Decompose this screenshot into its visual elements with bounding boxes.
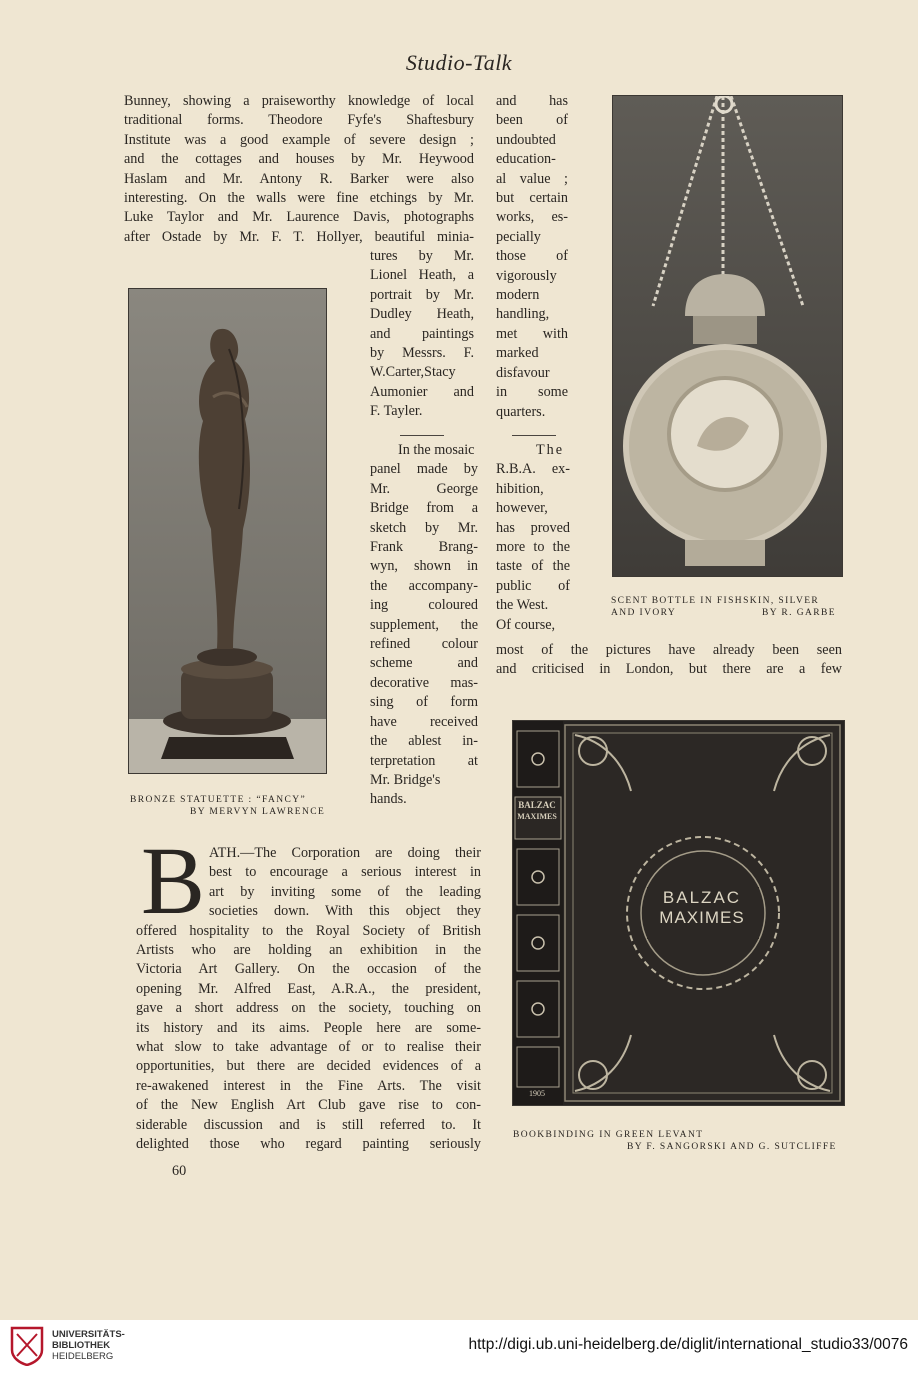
text-line: taste of the	[496, 558, 570, 575]
text-line: Frank Brang-	[370, 539, 478, 556]
logo-line: BIBLIOTHEK	[52, 1340, 111, 1351]
permalink-url[interactable]: http://digi.ub.uni-heidelberg.de/diglit/international_studio33/0076	[468, 1336, 908, 1353]
text-line: those of	[496, 248, 568, 265]
text-line: the accompany-	[370, 577, 478, 594]
text-line: after Ostade by Mr. F. T. Hollyer, beautiful minia-	[124, 228, 474, 245]
text-line: quarters.	[496, 403, 546, 420]
text-line: vigorously	[496, 267, 557, 284]
text-line: re-awakened interest in the Fine Arts. The visit	[136, 1077, 481, 1094]
text-line: Lionel Heath, a	[370, 267, 474, 284]
text-line: handling,	[496, 306, 550, 323]
text-line: portrait by Mr.	[370, 286, 474, 303]
spine-year: 1905	[529, 1089, 545, 1098]
text-line: Artists who are holding an exhibition in the	[136, 942, 481, 959]
text-line: refined colour	[370, 636, 478, 653]
university-seal-icon	[10, 1326, 44, 1366]
text-line: have received	[370, 713, 478, 730]
text-line: the ablest in-	[370, 733, 478, 750]
text-line: delighted those who regard painting seriously	[136, 1136, 481, 1153]
text-line: undoubted	[496, 131, 556, 148]
text-line: but certain	[496, 190, 568, 207]
text-line: in some	[496, 384, 568, 401]
drop-cap: B	[141, 827, 206, 934]
text-line: opening Mr. Alfred East, A.R.A., the president,	[136, 980, 481, 997]
text-line: al value ;	[496, 170, 568, 187]
text-line: Mr. George	[370, 480, 478, 497]
text-line: The	[536, 442, 565, 458]
text-line: Aumonier and	[370, 383, 474, 400]
text-line: Bunney, showing a praiseworthy knowledge of local	[124, 93, 474, 109]
text-line: education-	[496, 151, 556, 168]
col3-lower-text	[496, 441, 570, 635]
text-line: most of the pictures have already been seen	[496, 642, 842, 658]
text-line: art by inviting some of the leading	[209, 883, 481, 900]
text-line: Mr. Bridge's	[370, 771, 441, 788]
text-line: W.Carter,Stacy	[370, 364, 456, 381]
text-line: the West.	[496, 597, 549, 614]
text-line: and has	[496, 93, 568, 109]
text-line: hibition,	[496, 480, 544, 497]
text-line: met with	[496, 325, 568, 342]
col3-upper-text	[496, 92, 568, 422]
text-line: hands.	[370, 791, 407, 808]
scent-bottle-illustration	[613, 96, 842, 576]
text-line: Dudley Heath,	[370, 306, 474, 323]
cover-title-2: MAXIMES	[659, 908, 745, 927]
text-line: sing of form	[370, 694, 478, 711]
text-line: marked	[496, 345, 539, 362]
logo-line: HEIDELBERG	[52, 1351, 114, 1362]
text-line: societies down. With this object they	[209, 903, 481, 920]
text-line: been of	[496, 112, 568, 129]
scent-bottle-photo	[612, 95, 843, 577]
text-line: works, es-	[496, 209, 568, 226]
spine-title-2: MAXIMES	[517, 812, 557, 821]
text-line: disfavour	[496, 364, 550, 381]
text-line: of the New English Art Club gave rise to con-	[136, 1097, 481, 1114]
text-line: In the mosaic	[398, 442, 475, 458]
text-line: Victoria Art Gallery. On the occasion of the	[136, 961, 481, 978]
col2-lower-text	[370, 441, 478, 810]
text-line: its history and its aims. People here are some-	[136, 1019, 481, 1036]
text-line: and paintings	[370, 325, 474, 342]
text-line: R.B.A. ex-	[496, 461, 570, 478]
text-line: Haslam and Mr. Antony R. Barker were also	[124, 170, 474, 187]
text-line: has proved	[496, 519, 570, 536]
text-line: traditional forms. Theodore Fyfe's Shaftesbury	[124, 112, 474, 129]
bookbinding-caption-line1: BOOKBINDING IN GREEN LEVANT	[513, 1130, 704, 1140]
bottle-caption-line2-right: BY R. GARBE	[762, 608, 836, 618]
statuette-caption-line2: BY MERVYN LAWRENCE	[190, 807, 326, 817]
bath-paragraph	[136, 827, 481, 1155]
text-line: what slow to take advantage of or to realise their	[136, 1039, 481, 1056]
text-line: by Messrs. F.	[370, 345, 474, 362]
text-line: wyn, shown in	[370, 558, 478, 575]
text-line: scheme and	[370, 655, 478, 672]
text-line: modern	[496, 287, 540, 304]
section-rule	[512, 435, 556, 436]
text-line: Luke Taylor and Mr. Laurence Davis, photographs	[124, 209, 474, 226]
text-line: and criticised in London, but there are a few	[496, 661, 842, 678]
text-line: interesting. On the walls were fine etchings by Mr.	[124, 190, 474, 207]
text-line: offered hospitality to the Royal Society of British	[136, 922, 481, 939]
running-head: Studio-Talk	[405, 50, 513, 75]
text-line: however,	[496, 500, 548, 517]
section-rule	[400, 435, 444, 436]
text-line: F. Tayler.	[370, 403, 423, 420]
cover-title-1: BALZAC	[662, 888, 742, 907]
text-line: and the cottages and houses by Mr. Heywood	[124, 151, 474, 168]
logo-line: UNIVERSITÄTS-	[52, 1329, 125, 1340]
text-line: best to encourage a serious interest in	[209, 864, 481, 881]
spine-title-1: BALZAC	[518, 800, 556, 810]
statuette-caption-line1: BRONZE STATUETTE : “FANCY”	[130, 795, 307, 805]
text-line: siderable discussion and is still referred to. It	[136, 1116, 481, 1133]
bottle-caption-line1: SCENT BOTTLE IN FISHSKIN, SILVER	[611, 596, 820, 606]
text-line: Of course,	[496, 616, 556, 633]
bottle-caption-line2-left: AND IVORY	[611, 608, 677, 618]
page-number: 60	[172, 1163, 187, 1179]
text-line: opportunities, but there are decided evidences of a	[136, 1058, 481, 1075]
text-line: public of	[496, 577, 570, 594]
library-logo-text	[52, 1329, 125, 1362]
text-line: gave a short address on the society, touching on	[136, 1000, 481, 1017]
statuette-illustration	[129, 289, 326, 773]
text-line: ATH.—The Corporation are doing their	[209, 845, 481, 861]
text-line: ing coloured	[370, 597, 478, 614]
text-line: Bridge from a	[370, 500, 478, 517]
bronze-statuette-photo	[128, 288, 327, 774]
text-line: panel made by	[370, 461, 478, 478]
text-line: decorative mas-	[370, 674, 478, 691]
text-line: terpretation at	[370, 752, 478, 769]
text-line: pecially	[496, 228, 541, 245]
col1-top-paragraph	[124, 92, 474, 247]
wide-text-lines	[496, 641, 842, 680]
text-line: supplement, the	[370, 616, 478, 633]
text-line: tures by Mr.	[370, 248, 474, 264]
bookbinding-caption-line2: BY F. SANGORSKI AND G. SUTCLIFFE	[627, 1142, 837, 1152]
text-line: more to the	[496, 539, 570, 556]
text-line: Institute was a good example of severe design ;	[124, 131, 474, 148]
col2-upper-text	[370, 247, 474, 422]
footer-bar	[0, 1320, 918, 1374]
text-line: sketch by Mr.	[370, 519, 478, 536]
